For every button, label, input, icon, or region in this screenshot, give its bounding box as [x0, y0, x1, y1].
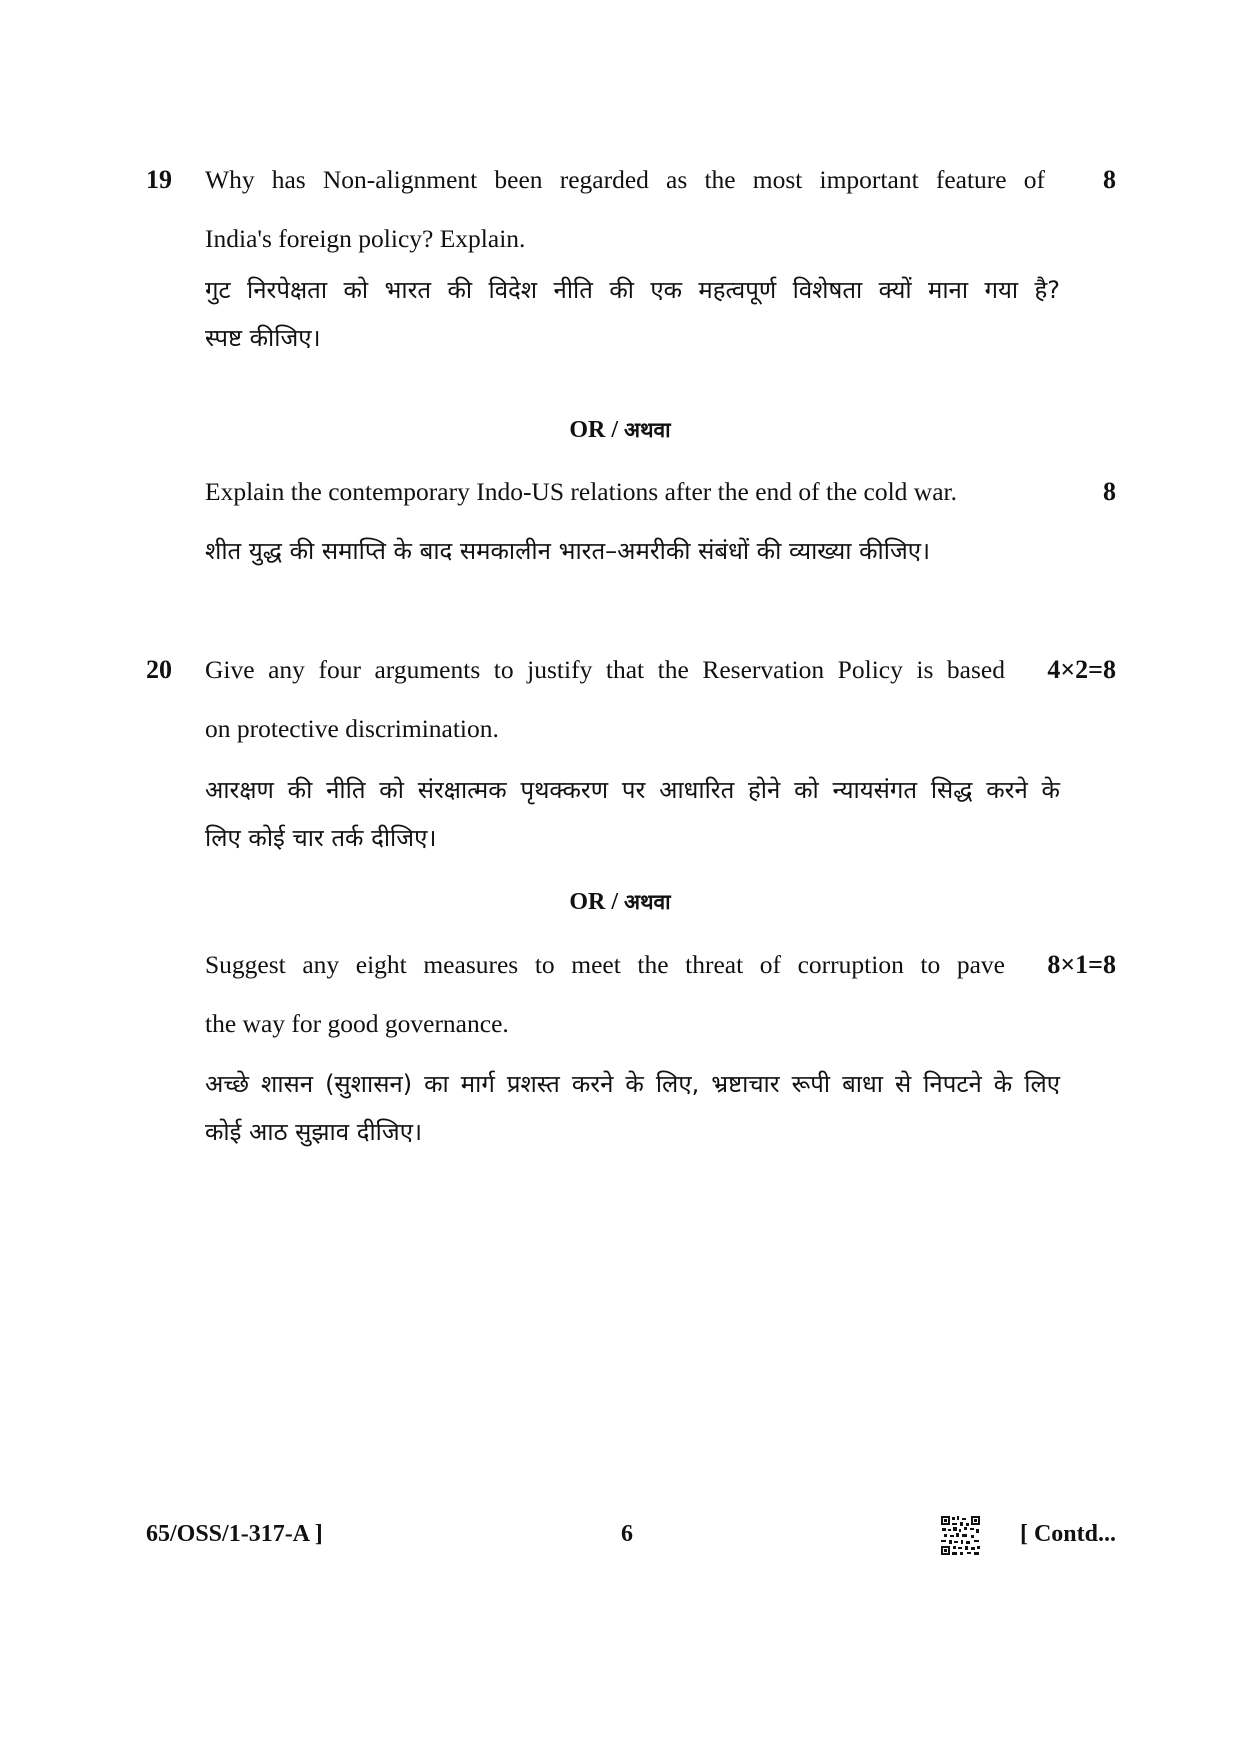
question-marks: 4×2=8 [1047, 655, 1116, 684]
question-text-english [205, 640, 1005, 758]
text-line: आरक्षण की नीति को संरक्षात्मक पृथक्करण पर आधारित होने को न्यायसंगत सिद्ध करने के [205, 776, 1060, 804]
page-number: 6 [621, 1521, 633, 1547]
question-number: 20 [146, 655, 172, 684]
paper-code: 65/OSS/1-317-A ] [146, 1521, 323, 1547]
question-text-hindi [205, 766, 1060, 862]
question-text-hindi [205, 266, 1060, 362]
text-line: अच्छे शासन (सुशासन) का मार्ग प्रशस्त करने के लिए, भ्रष्टाचार रूपी बाधा से निपटने के लिए [205, 1070, 1060, 1098]
continued-label: [ Contd... [1019, 1521, 1116, 1547]
question-number: 19 [146, 165, 172, 194]
or-separator: OR / अथवा [569, 889, 671, 915]
text-line: गुट निरपेक्षता को भारत की विदेश नीति की एक महत्वपूर्ण विशेषता क्यों माना गया है? [205, 276, 1060, 304]
text-line: स्पष्ट कीजिए। [205, 324, 321, 352]
text-line: Give any four arguments to justify that the Reservation Policy is based [205, 655, 1005, 684]
or-label-hindi: अथवा [624, 890, 671, 914]
alternative-marks: 8 [1103, 477, 1116, 506]
text-line: India's foreign policy? Explain. [205, 224, 526, 253]
qr-code-icon [940, 1515, 981, 1556]
text-line: Why has Non-alignment been regarded as the most important feature of [205, 165, 1045, 194]
or-label-english: OR [569, 889, 606, 915]
text-line: the way for good governance. [205, 1009, 509, 1038]
question-text-english [205, 150, 1045, 268]
text-line: लिए कोई चार तर्क दीजिए। [205, 824, 437, 852]
or-label-english: OR [569, 417, 606, 443]
alternative-text-hindi [205, 1060, 1060, 1156]
alternative-text-hindi [205, 527, 1060, 575]
alternative-marks: 8×1=8 [1047, 950, 1116, 979]
text-line: on protective discrimination. [205, 714, 499, 743]
or-separator: OR / अथवा [569, 417, 671, 443]
alternative-text-english [205, 462, 1045, 521]
question-marks: 8 [1103, 165, 1116, 194]
text-line: Explain the contemporary Indo-US relations after the end of the cold war. [205, 477, 958, 506]
alternative-text-english [205, 935, 1005, 1053]
text-line: कोई आठ सुझाव दीजिए। [205, 1118, 423, 1146]
text-line: शीत युद्ध की समाप्ति के बाद समकालीन भारत–अमरीकी संबंधों की व्याख्या कीजिए। [205, 537, 931, 565]
text-line: Suggest any eight measures to meet the threat of corruption to pave [205, 950, 1005, 979]
or-label-hindi: अथवा [624, 418, 671, 442]
